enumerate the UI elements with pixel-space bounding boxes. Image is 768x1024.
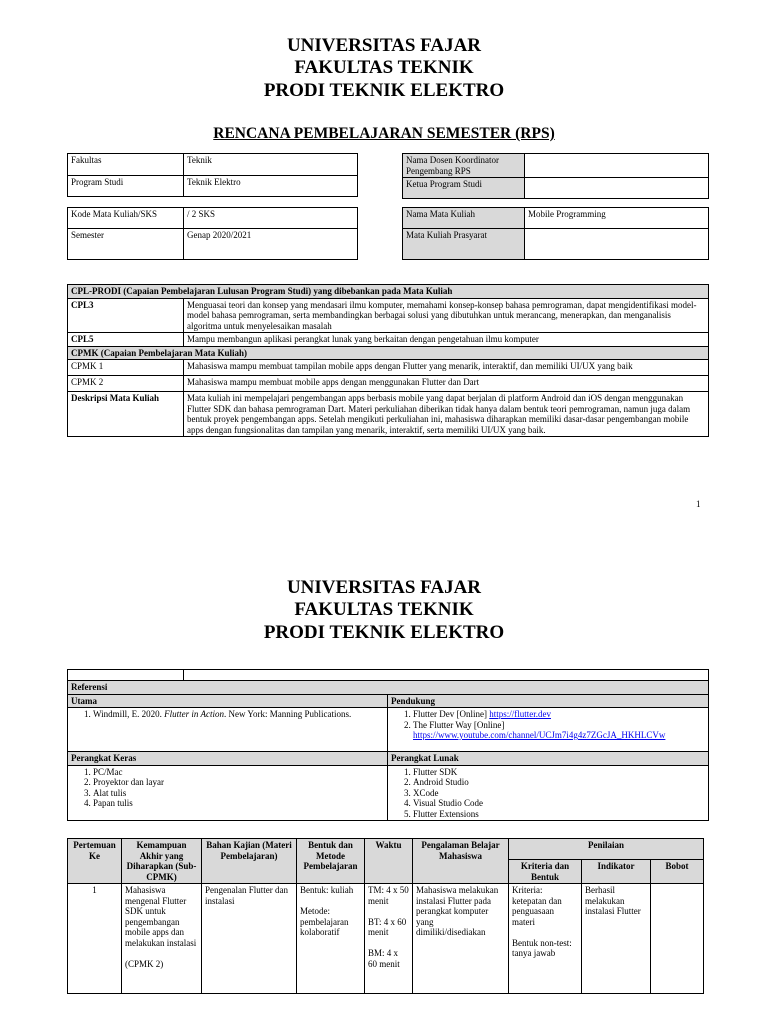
- info-value: Mobile Programming: [525, 208, 709, 229]
- list-item: 1. Flutter SDK: [413, 767, 705, 778]
- info-label: Nama Mata Kuliah: [403, 208, 525, 229]
- cpl-text: Mampu membangun aplikasi perangkat lunak yang berkaitan dengan pengetahuan ilmu komputer: [184, 333, 709, 347]
- utama-list: [71, 709, 384, 720]
- cpl-code: CPL5: [68, 333, 184, 347]
- cell-waktu: TM: 4 x 50 menit BT: 4 x 60 menit BM: 4 x 60 menit: [365, 884, 413, 994]
- list-item: 3. Alat tulis: [93, 788, 384, 799]
- referensi-table: [67, 669, 709, 821]
- cell-pertemuan: 1: [68, 884, 122, 994]
- pendukung-label: Pendukung: [388, 694, 709, 708]
- perangkat-lunak-label: Perangkat Lunak: [388, 752, 709, 766]
- info-label: Mata Kuliah Prasyarat: [403, 229, 525, 260]
- list-item: 4. Visual Studio Code: [413, 798, 705, 809]
- info-label: Nama Dosen Koordinator Pengembang RPS: [403, 154, 525, 178]
- header-indikator: Indikator: [582, 860, 651, 884]
- perangkat-keras-cell: [68, 765, 388, 821]
- table-row: [68, 884, 704, 994]
- header-kemampuan: Kemampuan Akhir yang Diharapkan (Sub-CPMK): [122, 839, 202, 884]
- info-value: [525, 178, 709, 199]
- list-item: 1. Windmill, E. 2020. Flutter in Action. New York: Manning Publications.: [93, 709, 384, 720]
- cell-bahan: Pengenalan Flutter dan instalasi: [202, 884, 297, 994]
- cpmk-code: CPMK 2: [68, 376, 184, 392]
- referensi-label: Referensi: [68, 681, 709, 695]
- list-item: 4. Papan tulis: [93, 798, 384, 809]
- info-table-right-bottom: [402, 207, 709, 260]
- university-name: UNIVERSITAS FAJAR: [286, 577, 482, 598]
- cpmk-code: CPMK 1: [68, 360, 184, 376]
- flutter-way-link[interactable]: https://www.youtube.com/channel/UCJm7i4g4z7ZGcJA_HKHLCVw: [413, 730, 666, 740]
- info-value: Teknik: [184, 154, 358, 176]
- university-name: UNIVERSITAS FAJAR: [286, 35, 482, 56]
- info-table-left-bottom: [67, 207, 358, 260]
- info-table-left-top: [67, 153, 358, 197]
- faculty-name: FAKULTAS TEKNIK: [294, 57, 474, 78]
- rps-title: RENCANA PEMBELAJARAN SEMESTER (RPS): [213, 125, 555, 142]
- cell-kriteria: Kriteria: ketepatan dan penguasaan materi Bentuk non-test: tanya jawab: [509, 884, 582, 994]
- cpmk-text: Mahasiswa mampu membuat mobile apps dengan menggunakan Flutter dan Dart: [184, 376, 709, 392]
- cpmk-text: Mahasiswa mampu membuat tampilan mobile apps dengan Flutter yang menarik, interaktif, dan memiliki UI/UX yang baik: [184, 360, 709, 376]
- schedule-table: [67, 838, 704, 994]
- perangkat-lunak-list: [391, 767, 705, 820]
- info-label: Program Studi: [68, 176, 184, 197]
- info-value: Teknik Elektro: [184, 176, 358, 197]
- header-bobot: Bobot: [651, 860, 704, 884]
- list-item: 2. Android Studio: [413, 777, 705, 788]
- header-penilaian: Penilaian: [509, 839, 704, 860]
- cell-bentuk: Bentuk: kuliah Metode: pembelajaran kolaboratif: [297, 884, 365, 994]
- header-pertemuan: Pertemuan Ke: [68, 839, 122, 884]
- info-label: Semester: [68, 229, 184, 260]
- table-row: [68, 392, 709, 437]
- utama-label: Utama: [68, 694, 388, 708]
- header-waktu: Waktu: [365, 839, 413, 884]
- table-row: [68, 333, 709, 347]
- program-name: PRODI TEKNIK ELEKTRO: [263, 622, 505, 643]
- info-value: [525, 229, 709, 260]
- program-name: PRODI TEKNIK ELEKTRO: [263, 80, 505, 101]
- list-item: 3. XCode: [413, 788, 705, 799]
- info-value: / 2 SKS: [184, 208, 358, 229]
- header-bahan: Bahan Kajian (Materi Pembelajaran): [202, 839, 297, 884]
- cell-kemampuan: Mahasiswa mengenal Flutter SDK untuk pengembangan mobile apps dan melakukan instalasi (CPMK 2): [122, 884, 202, 994]
- table-row: [68, 360, 709, 376]
- pendukung-list: [391, 709, 705, 741]
- cpl-code: CPL3: [68, 298, 184, 333]
- utama-list-cell: [68, 708, 388, 752]
- page-number: 1: [696, 499, 701, 509]
- deskripsi-label: Deskripsi Mata Kuliah: [68, 392, 184, 437]
- cpl-cpmk-table: [67, 284, 709, 437]
- perangkat-lunak-cell: [388, 765, 709, 821]
- cpl-text: Menguasai teori dan konsep yang mendasari ilmu komputer, memahami konsep-konsep bahasa pemrograman, dapat mengidentifikasi model-model bahasa pemrograman, serta membandingkan berbagai solusi yang dibutuhkan untuk merancang, menerapkan, dan menganalisis algoritma untuk menyelesaikan masalah: [184, 298, 709, 333]
- header-pengalaman: Pengalaman Belajar Mahasiswa: [413, 839, 509, 884]
- list-item: 1. Flutter Dev [Online] https://flutter.dev: [413, 709, 705, 720]
- header-bentuk: Bentuk dan Metode Pembelajaran: [297, 839, 365, 884]
- cell-bobot: [651, 884, 704, 994]
- table-row: [68, 376, 709, 392]
- flutter-dev-link[interactable]: https://flutter.dev: [489, 709, 551, 719]
- faculty-name: FAKULTAS TEKNIK: [294, 599, 474, 620]
- table-row: [68, 298, 709, 333]
- info-value: [525, 154, 709, 178]
- cell-indikator: Berhasil melakukan instalasi Flutter: [582, 884, 651, 994]
- deskripsi-text: Mata kuliah ini mempelajari pengembangan apps berbasis mobile yang dapat berjalan di platform Android dan iOS dengan menggunakan Flutter SDK dan bahasa pemrograman Dart. Materi perkuliahan diberikan tidak hanya dalam bentuk teori pemrograman, namun juga dalam bentuk proyek pengembangan apps. Setelah mengikuti perkuliahan ini, mahasiswa diharapkan memiliki dasar-dasar pengembangan mobile apps dengan fungsionalitas dan tampilan yang menarik, interaktif, serta memiliki UI/UX yang baik.: [184, 392, 709, 437]
- list-item: 2. Proyektor dan layar: [93, 777, 384, 788]
- info-label: Fakultas: [68, 154, 184, 176]
- cell-pengalaman: Mahasiswa melakukan instalasi Flutter pada perangkat komputer yang dimiliki/disediakan: [413, 884, 509, 994]
- info-table-right-top: [402, 153, 709, 199]
- info-label: Ketua Program Studi: [403, 178, 525, 199]
- pendukung-list-cell: [388, 708, 709, 752]
- perangkat-keras-label: Perangkat Keras: [68, 752, 388, 766]
- list-item: 1. PC/Mac: [93, 767, 384, 778]
- list-item: 2. The Flutter Way [Online] https://www.youtube.com/channel/UCJm7i4g4z7ZGcJA_HKHLCVw: [413, 720, 705, 741]
- cpmk-header: CPMK (Capaian Pembelajaran Mata Kuliah): [68, 346, 709, 360]
- header-kriteria: Kriteria dan Bentuk: [509, 860, 582, 884]
- cpl-header: CPL-PRODI (Capaian Pembelajaran Lulusan Program Studi) yang dibebankan pada Mata Kuliah: [68, 285, 709, 299]
- info-label: Kode Mata Kuliah/SKS: [68, 208, 184, 229]
- perangkat-keras-list: [71, 767, 384, 809]
- list-item: 5. Flutter Extensions: [413, 809, 705, 820]
- info-value: Genap 2020/2021: [184, 229, 358, 260]
